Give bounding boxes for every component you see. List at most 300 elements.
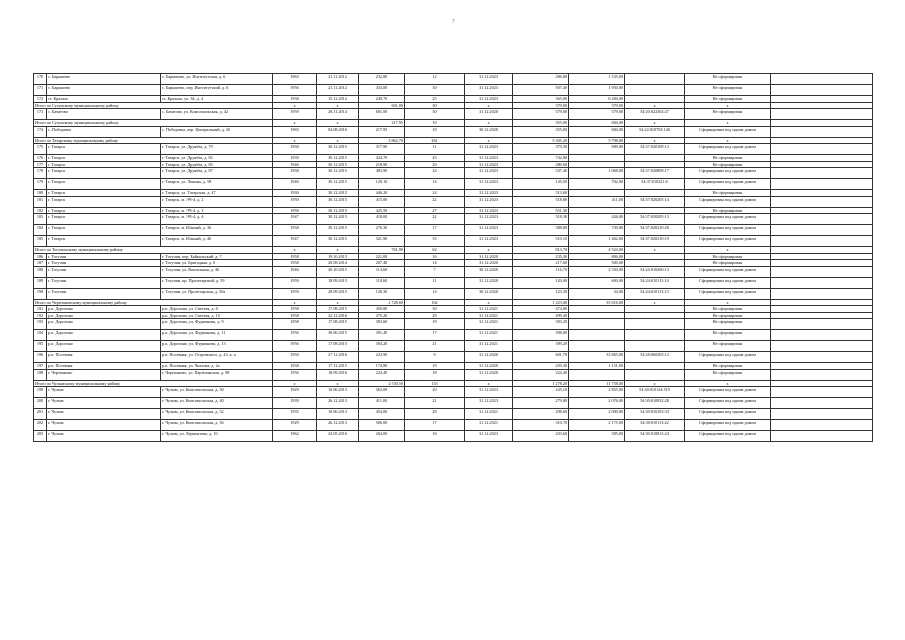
subtotal-cell: x xyxy=(465,102,513,109)
subtotal-cell: x xyxy=(625,102,685,109)
row-year: 1958 xyxy=(273,306,317,313)
row-planned-date: 31.12.2020 xyxy=(465,352,513,363)
subtotal-plan: 813,70 xyxy=(513,247,569,254)
subtotal-cell: x xyxy=(465,299,513,306)
row-recognition-date: 19.10.2015 xyxy=(317,253,359,260)
row-address: г. Чулым, ул. Лермонтова, д. 10 xyxy=(161,431,273,442)
row-planned-date: 31.12.2020 xyxy=(465,260,513,267)
row-cost: 426,00 xyxy=(569,214,625,225)
row-number: 192 xyxy=(34,312,47,319)
table-row xyxy=(34,319,873,330)
row-area: 601,00 xyxy=(359,109,405,120)
row-number: 199 xyxy=(34,387,47,398)
row-status: Сформирован под одним домом xyxy=(685,420,771,431)
table-row xyxy=(34,225,873,236)
row-area: 475,20 xyxy=(359,312,405,319)
row-cost: 2 000,00 xyxy=(569,409,625,420)
row-residents: 35 xyxy=(405,236,465,247)
row-address: р.п. Дорогино, ул. Фурманова, д. 13 xyxy=(161,341,273,352)
row-number: 202 xyxy=(34,420,47,431)
row-planned-date: 31.12.2023 xyxy=(465,387,513,398)
row-area: 221,00 xyxy=(359,253,405,260)
subtotal-plan: 379,00 xyxy=(513,102,569,109)
row-planned-area: 355,00 xyxy=(513,126,569,137)
row-empty xyxy=(771,144,873,155)
subtotal-cost: 35 016,00 xyxy=(569,299,625,306)
row-address: с. Барышево, пер. Институтский, д. 6 xyxy=(161,85,273,96)
subtotal-area: 2 728,60 xyxy=(359,299,405,306)
subtotal-area: 601,00 xyxy=(359,102,405,109)
row-recognition-date: 15.12.2012 xyxy=(317,96,359,103)
table-row xyxy=(34,126,873,137)
row-residents: 28 xyxy=(405,409,465,420)
row-planned-area: 245,10 xyxy=(513,387,569,398)
row-planned-date: 30.12.2020 xyxy=(465,126,513,137)
row-year: 1938 xyxy=(273,363,317,370)
row-number: 195 xyxy=(34,341,47,352)
row-status: Не сформирован xyxy=(685,260,771,267)
row-year: 1956 xyxy=(273,341,317,352)
row-cost: 2 175,00 xyxy=(569,420,625,431)
row-area: 483,90 xyxy=(359,168,405,179)
table-row xyxy=(34,288,873,299)
row-planned-date: 31.12.2023 xyxy=(465,225,513,236)
row-planned-date: 31.12.2023 xyxy=(465,207,513,214)
row-number: 196 xyxy=(34,352,47,363)
row-empty xyxy=(771,431,873,442)
row-year: 1929 xyxy=(273,420,317,431)
row-empty xyxy=(771,409,873,420)
row-year: 1965 xyxy=(273,126,317,137)
row-address: г. Татарск, ул. Татарская, д. 47 xyxy=(161,190,273,197)
row-planned-date: 31.12.2021 xyxy=(465,341,513,352)
table-row xyxy=(34,277,873,288)
subtotal-cost: 379,00 xyxy=(569,102,625,109)
row-cost: 585,00 xyxy=(569,431,625,442)
row-number: 177 xyxy=(34,161,47,168)
row-planned-area: 250,30 xyxy=(513,363,569,370)
row-year: 1956 xyxy=(273,85,317,96)
row-status: Не сформирован xyxy=(685,341,771,352)
subtotal-label: Итого по Черепановскому муниципальному району xyxy=(34,299,273,306)
row-planned-date: 31.12.2020 xyxy=(465,253,513,260)
row-area: 218,90 xyxy=(359,161,405,168)
row-address: г. Чулым, ул. Комсомольская, д. 40 xyxy=(161,398,273,409)
row-planned-area: 224,40 xyxy=(513,369,569,380)
row-planned-date: 31.12.2021 xyxy=(465,409,513,420)
row-empty xyxy=(771,330,873,341)
row-status: Сформирован под одним домом xyxy=(685,387,771,398)
row-planned-date: 30.12.2020 xyxy=(465,288,513,299)
row-year: 1958 xyxy=(273,253,317,260)
row-cost: 1 151,00 xyxy=(569,363,625,370)
row-number: 190 xyxy=(34,288,47,299)
row-residents: 24 xyxy=(405,168,465,179)
row-residents: 11 xyxy=(405,144,465,155)
row-empty xyxy=(771,196,873,207)
row-year: 1963 xyxy=(273,74,317,85)
row-year: 1939 xyxy=(273,155,317,162)
row-cadastral: 54:30:010124:519 xyxy=(625,387,685,398)
row-year: 1938 xyxy=(273,225,317,236)
row-cost: 600,00 xyxy=(569,277,625,288)
subtotal-cost: 5 798,00 xyxy=(569,137,625,144)
table-row xyxy=(34,85,873,96)
subtotal-residents: 162 xyxy=(405,299,465,306)
row-cadastral: 54:37:020210:20 xyxy=(625,225,685,236)
row-locality: с. Победовка xyxy=(47,126,161,137)
row-planned-area: 601,70 xyxy=(513,352,569,363)
row-status: Не сформирован xyxy=(685,190,771,197)
row-area: 264,00 xyxy=(359,431,405,442)
row-address: г. Чулым, ул. Комсомольская, д. 52 xyxy=(161,409,273,420)
row-locality: г. Тогучин xyxy=(47,253,161,260)
row-planned-date: 31.12.2021 xyxy=(465,306,513,313)
row-residents: 9 xyxy=(405,352,465,363)
subtotal-cell: x xyxy=(685,247,771,254)
row-status: Не сформирован xyxy=(685,207,771,214)
row-locality: р.п. Дорогино xyxy=(47,312,161,319)
row-planned-date: 30.12.2020 xyxy=(465,266,513,277)
row-recognition-date: 24.05.2016 xyxy=(317,431,359,442)
row-locality: г. Татарск xyxy=(47,144,161,155)
row-year: 1929 xyxy=(273,387,317,398)
subtotal-cell: x xyxy=(317,247,359,254)
row-cost: 33 865,00 xyxy=(569,352,625,363)
row-planned-date: 31.12.2020 xyxy=(465,363,513,370)
row-cadastral xyxy=(625,369,685,380)
row-locality: г. Тогучин xyxy=(47,266,161,277)
row-recognition-date: 17.12.2015 xyxy=(317,363,359,370)
row-status: Не сформирован xyxy=(685,85,771,96)
row-year: 1939 xyxy=(273,398,317,409)
row-residents: 16 xyxy=(405,253,465,260)
row-recognition-date: 30.12.2015 xyxy=(317,214,359,225)
row-planned-date: 31.12.2023 xyxy=(465,155,513,162)
subtotal-cell: x xyxy=(273,120,317,127)
row-number: 178 xyxy=(34,168,47,179)
row-cost xyxy=(569,319,625,330)
row-status: Сформирован под одним домом xyxy=(685,398,771,409)
row-address: г. Татарск, ул. Дружбы, д. 82 xyxy=(161,155,273,162)
row-cadastral: 54:37:020109:13 xyxy=(625,144,685,155)
subtotal-cell: x xyxy=(625,120,685,127)
row-cost: 1 950,00 xyxy=(569,85,625,96)
row-recognition-date: 21.11.2012 xyxy=(317,85,359,96)
subtotal-plan: 355,00 xyxy=(513,120,569,127)
row-cost: 6 284,00 xyxy=(569,96,625,103)
row-residents: 22 xyxy=(405,196,465,207)
row-planned-area: 286,80 xyxy=(513,74,569,85)
row-residents: 29 xyxy=(405,312,465,319)
row-planned-date: 31.12.2020 xyxy=(465,369,513,380)
row-recognition-date: 30.12.2015 xyxy=(317,225,359,236)
row-planned-area: 474,80 xyxy=(513,306,569,313)
row-planned-date: 31.12.2023 xyxy=(465,431,513,442)
row-empty xyxy=(771,236,873,247)
subtotal-label: Итого по Чулымскому муниципальному району xyxy=(34,380,273,387)
row-recognition-date: 30.12.2015 xyxy=(317,207,359,214)
row-locality: г. Татарск xyxy=(47,196,161,207)
table-row xyxy=(34,266,873,277)
subtotal-area: 761,90 xyxy=(359,247,405,254)
row-empty xyxy=(771,225,873,236)
subtotal-cell: x xyxy=(465,247,513,254)
row-area: 232,80 xyxy=(359,74,405,85)
row-recognition-date: 30.12.2015 xyxy=(317,155,359,162)
housing-table xyxy=(33,73,872,442)
row-address: г. Чулым, ул. Комсомольская, д. 30 xyxy=(161,387,273,398)
row-locality: г. Татарск xyxy=(47,155,161,162)
row-number: 183 xyxy=(34,214,47,225)
row-planned-date: 31.12.2021 xyxy=(465,330,513,341)
table-row xyxy=(34,330,873,341)
row-cadastral: 54:30:010032:28 xyxy=(625,398,685,409)
row-cost: 684,00 xyxy=(569,126,625,137)
subtotal-cell: x xyxy=(625,137,685,144)
row-status: Не сформирован xyxy=(685,306,771,313)
row-residents: 45 xyxy=(405,155,465,162)
row-locality: г. Татарск xyxy=(47,161,161,168)
row-status: Не сформирован xyxy=(685,369,771,380)
row-year: 1947 xyxy=(273,236,317,247)
row-planned-date: 31.12.2023 xyxy=(465,196,513,207)
table-row xyxy=(34,369,873,380)
row-status: Сформирован под одним домом xyxy=(685,409,771,420)
row-address: г. Татарск, ул. Дружбы, д. 87 xyxy=(161,168,273,179)
row-address: г. Тогучин, пер. Байкальский, д. 7 xyxy=(161,253,273,260)
row-area: 363,00 xyxy=(359,387,405,398)
row-status: Не сформирован xyxy=(685,319,771,330)
subtotal-cost: 4 524,00 xyxy=(569,247,625,254)
row-planned-area: 217,60 xyxy=(513,260,569,267)
row-cadastral: 54:37:020210:19 xyxy=(625,236,685,247)
row-planned-date: 31.12.2021 xyxy=(465,312,513,319)
row-residents: 22 xyxy=(405,214,465,225)
row-recognition-date: 17.08.2015 xyxy=(317,319,359,330)
row-cost: 2 076,00 xyxy=(569,398,625,409)
row-area: 391,40 xyxy=(359,330,405,341)
row-planned-area: 513,60 xyxy=(513,190,569,197)
subtotal-area: 217,95 xyxy=(359,120,405,127)
row-empty xyxy=(771,168,873,179)
row-recognition-date: 20.08.2014 xyxy=(317,260,359,267)
row-locality: с. Барышево xyxy=(47,74,161,85)
row-cadastral: 54:30:010103:33 xyxy=(625,409,685,420)
row-address: г. Татарск, м. Южный, д. 46 xyxy=(161,236,273,247)
row-planned-area: 365,00 xyxy=(513,96,569,103)
row-number: 176 xyxy=(34,155,47,162)
row-locality: г. Тогучин xyxy=(47,277,161,288)
row-year: 1956 xyxy=(273,369,317,380)
subtotal-cell: x xyxy=(625,247,685,254)
row-status: Сформирован под одним домом xyxy=(685,144,771,155)
row-locality: г. Черепаново xyxy=(47,369,161,380)
row-residents: 12 xyxy=(405,74,465,85)
row-planned-date: 31.12.2023 xyxy=(465,161,513,168)
row-status: Не сформирован xyxy=(685,161,771,168)
row-area: 424,70 xyxy=(359,155,405,162)
row-planned-date: 31.12.2023 xyxy=(465,214,513,225)
row-locality: р.п. Дорогино xyxy=(47,341,161,352)
subtotal-residents: 10 xyxy=(405,120,465,127)
subtotal-cell: x xyxy=(685,137,771,144)
row-number: 182 xyxy=(34,207,47,214)
subtotal-label: Итого по Татарскому муниципальному району xyxy=(34,137,273,144)
row-cost: 702,00 xyxy=(569,179,625,190)
row-recognition-date: 26.12.2013 xyxy=(317,420,359,431)
row-address: г. Татарск, м. ЭЧ-4, д. 2 xyxy=(161,196,273,207)
row-cadastral: 54:37:020205:14 xyxy=(625,196,685,207)
row-empty xyxy=(771,420,873,431)
row-status: Не сформирован xyxy=(685,74,771,85)
row-year: 1959 xyxy=(273,288,317,299)
subtotal-cell: x xyxy=(317,299,359,306)
row-year: 1938 xyxy=(273,96,317,103)
row-number: 172 xyxy=(34,96,47,103)
row-planned-area: 120,00 xyxy=(513,277,569,288)
row-status: Не сформирован xyxy=(685,363,771,370)
row-planned-area: 399,20 xyxy=(513,341,569,352)
row-planned-date: 31.12.2023 xyxy=(465,236,513,247)
table-row xyxy=(34,74,873,85)
row-number: 200 xyxy=(34,398,47,409)
table-row xyxy=(34,352,873,363)
row-locality: г. Татарск xyxy=(47,214,161,225)
subtotal-cell: x xyxy=(625,380,685,387)
row-status: Сформирован под одним домом xyxy=(685,236,771,247)
row-address: р.п. Посевная, ул. Чкалова, д. 2а xyxy=(161,363,273,370)
row-area: 425,50 xyxy=(359,207,405,214)
row-planned-date: 31.12.2023 xyxy=(465,144,513,155)
row-empty xyxy=(771,387,873,398)
row-number: 201 xyxy=(34,409,47,420)
row-number: 170 xyxy=(34,74,47,85)
subtotal-cell: x xyxy=(685,120,771,127)
row-recognition-date: 10.06.2013 xyxy=(317,409,359,420)
row-address: р.п. Дорогино, ул. Светлая, д. 10 xyxy=(161,312,273,319)
row-locality: г. Тогучин xyxy=(47,288,161,299)
row-number: 191 xyxy=(34,306,47,313)
row-locality: с. Бачатово xyxy=(47,109,161,120)
row-planned-area: 742,80 xyxy=(513,155,569,162)
row-planned-area: 518,30 xyxy=(513,214,569,225)
subtotal-residents: 261 xyxy=(405,137,465,144)
row-area: 321,90 xyxy=(359,236,405,247)
row-year: 1959 xyxy=(273,277,317,288)
row-address: с. Победовка, пер. Центральный, д. 2б xyxy=(161,126,273,137)
row-status: Сформирован под одним домом xyxy=(685,225,771,236)
row-planned-date: 31.12.2023 xyxy=(465,179,513,190)
row-recognition-date: 30.12.2015 xyxy=(317,144,359,155)
row-empty xyxy=(771,398,873,409)
row-status: Сформирован под одним домом xyxy=(685,196,771,207)
row-number: 184 xyxy=(34,225,47,236)
subtotal-area: 2 530,50 xyxy=(359,380,405,387)
row-year: 1950 xyxy=(273,207,317,214)
row-cadastral xyxy=(625,330,685,341)
row-year: 1930 xyxy=(273,144,317,155)
row-number: 189 xyxy=(34,277,47,288)
row-area: 120,30 xyxy=(359,288,405,299)
row-empty xyxy=(771,341,873,352)
row-cost: 730,00 xyxy=(569,225,625,236)
subtotal-plan: 1 278,20 xyxy=(513,380,569,387)
row-status: Сформирован под одним домом xyxy=(685,266,771,277)
row-planned-area: 310,70 xyxy=(513,420,569,431)
page-number: 7 xyxy=(452,20,455,25)
row-locality: р.п. Посевная xyxy=(47,363,161,370)
subtotal-label: Итого по Сузунскому муниципальному району xyxy=(34,102,273,109)
row-address: г. Татарск, ул. Дружбы, д. 79 xyxy=(161,144,273,155)
row-address: ст. Крахаль, ул. 34, д. 4 xyxy=(161,96,273,103)
row-year: 1950 xyxy=(273,352,317,363)
row-locality: р.п. Посевная xyxy=(47,352,161,363)
row-number: 180 xyxy=(34,190,47,197)
row-cadastral xyxy=(625,85,685,96)
row-cost: 2 855,00 xyxy=(569,387,625,398)
row-status: Не сформирован xyxy=(685,96,771,103)
row-recognition-date: 22.12.2016 xyxy=(317,312,359,319)
subtotal-cell: x xyxy=(685,102,771,109)
subtotal-plan: 1 223,00 xyxy=(513,299,569,306)
row-locality: г. Тогучин xyxy=(47,260,161,267)
row-recognition-date: 20.10.2015 xyxy=(317,266,359,277)
row-residents: 16 xyxy=(405,431,465,442)
row-residents: 19 xyxy=(405,319,465,330)
row-planned-date: 31.12.2021 xyxy=(465,319,513,330)
row-locality: г. Татарск xyxy=(47,236,161,247)
row-locality: г. Татарск xyxy=(47,207,161,214)
row-locality: г. Татарск xyxy=(47,168,161,179)
row-number: 197 xyxy=(34,363,47,370)
row-cost xyxy=(569,369,625,380)
subtotal-cell: x xyxy=(273,380,317,387)
row-cost xyxy=(569,330,625,341)
row-recognition-date: 30.12.2015 xyxy=(317,196,359,207)
subtotal-cell: x xyxy=(273,102,317,109)
row-status: Не сформирован xyxy=(685,312,771,319)
subtotal-cost: 684,00 xyxy=(569,120,625,127)
row-area: 418,00 xyxy=(359,214,405,225)
row-recognition-date: 17.08.2015 xyxy=(317,306,359,313)
row-locality: г. Чулым xyxy=(47,387,161,398)
row-planned-area: 279,80 xyxy=(513,398,569,409)
row-area: 506,00 xyxy=(359,420,405,431)
table-row xyxy=(34,144,873,155)
row-empty xyxy=(771,319,873,330)
row-cost: 806,00 xyxy=(569,253,625,260)
row-number: 173 xyxy=(34,109,47,120)
subtotal-cell: x xyxy=(685,299,771,306)
subtotal-cell: x xyxy=(465,120,513,127)
row-cost: 909,00 xyxy=(569,144,625,155)
row-locality: г. Чулым xyxy=(47,420,161,431)
row-status: Не сформирован xyxy=(685,330,771,341)
row-status: Сформирован под одним домом xyxy=(685,277,771,288)
row-cost: 1 535,00 xyxy=(569,74,625,85)
row-locality: г. Чулым xyxy=(47,431,161,442)
row-empty xyxy=(771,277,873,288)
row-recognition-date: 30.12.2015 xyxy=(317,179,359,190)
row-cadastral xyxy=(625,341,685,352)
row-year: 1935 xyxy=(273,409,317,420)
row-planned-area: 145,50 xyxy=(513,179,569,190)
row-number: 179 xyxy=(34,179,47,190)
subtotal-cell: x xyxy=(273,299,317,306)
row-cadastral xyxy=(625,319,685,330)
row-empty xyxy=(771,288,873,299)
